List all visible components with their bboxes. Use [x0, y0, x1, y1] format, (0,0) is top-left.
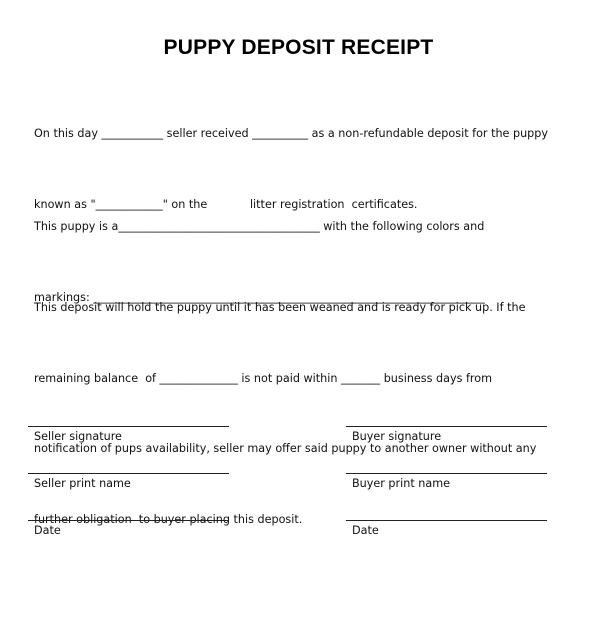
- buyer-print-name-line: Buyer print name: [346, 473, 547, 490]
- text-line: remaining balance of ______________ is not paid within _______ business days from: [34, 371, 493, 385]
- text-line: On this day ___________ seller received __________ as a non-refundable deposit for the puppy: [34, 127, 549, 140]
- seller-print-name-line: Seller print name: [28, 473, 229, 490]
- seller-signature-line: Seller signature: [28, 426, 229, 443]
- text-line: known as "____________" on the litter registration certificates.: [34, 197, 418, 211]
- text-line: markings: ______________________________________________________________________: [34, 290, 485, 304]
- seller-date-line: Date: [28, 520, 229, 537]
- buyer-date-line: Date: [346, 520, 547, 537]
- text-line: notification of pups availability, seller may offer said puppy to another owner without any: [34, 442, 537, 455]
- text-line: This deposit will hold the puppy until it has been weaned and is ready for pick up. If the: [34, 301, 526, 314]
- document-title: PUPPY DEPOSIT RECEIPT: [163, 36, 434, 59]
- text-line: further obligation to buyer placing this deposit.: [34, 512, 303, 526]
- terms-paragraph: [34, 249, 554, 555]
- buyer-signature-line: Buyer signature: [346, 426, 547, 443]
- text-line: This puppy is a____________________________________ with the following colors and: [34, 220, 485, 233]
